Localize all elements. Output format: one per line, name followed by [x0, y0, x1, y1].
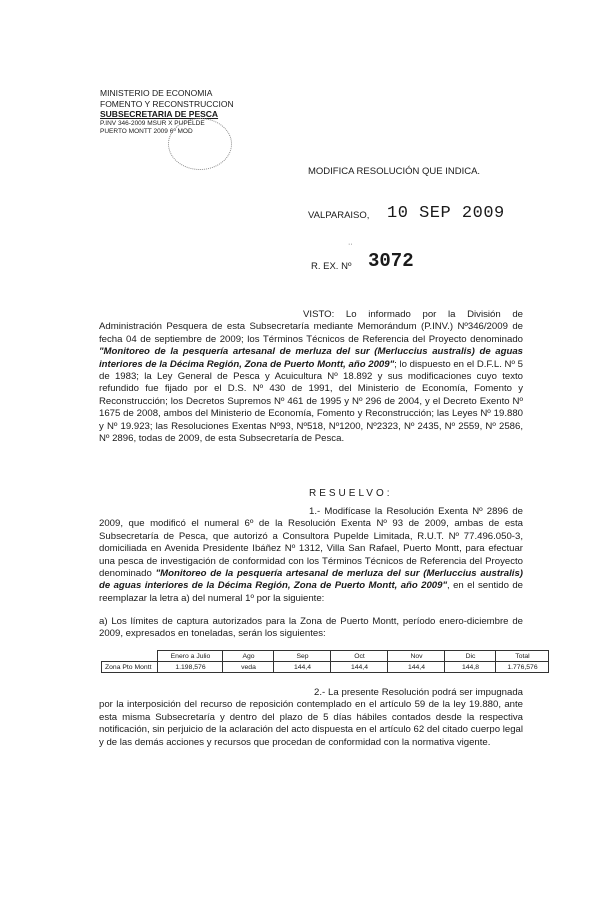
- document-subject: MODIFICA RESOLUCIÓN QUE INDICA.: [308, 166, 481, 177]
- point-1-text-2: , en el sentido de reemplazar la letra a) del numeral 1º por la siguiente:: [99, 580, 523, 604]
- header-line-location: PUERTO MONTT 2009 6º MOD: [100, 127, 193, 135]
- table-header-row: [102, 651, 549, 662]
- official-stamp: [168, 118, 232, 170]
- table-header-cell: Oct: [331, 651, 388, 662]
- visto-paragraph: [99, 309, 523, 445]
- table-cell: 1.776,576: [496, 662, 549, 673]
- place-label: VALPARAISO,: [308, 210, 370, 221]
- table-cell: veda: [223, 662, 274, 673]
- table-header-cell: Ago: [223, 651, 274, 662]
- header-line-reference: P.INV 346-2009 MSUR X PUPELDE: [100, 119, 205, 127]
- header-line-fomento: FOMENTO Y RECONSTRUCCION: [100, 98, 234, 109]
- header-line-subsecretaria: SUBSECRETARIA DE PESCA: [100, 109, 219, 119]
- table-cell: 144,8: [445, 662, 496, 673]
- table-header-cell: Sep: [274, 651, 331, 662]
- table-header-cell: Enero a Julio: [158, 651, 223, 662]
- table-cell: 144,4: [274, 662, 331, 673]
- table-cell: 144,4: [331, 662, 388, 673]
- point-a-paragraph: a) Los límites de captura autorizados para la Zona de Puerto Montt, período enero-diciembre de 2009, expresados en toneladas, serán los siguientes:: [99, 616, 523, 640]
- table-cell: 1.198,576: [158, 662, 223, 673]
- project-title: "Monitoreo de la pesquería artesanal de merluza del sur (Merluccius australis) de aguas interiores de la Décima Región, Zona de Puerto Montt, año 2009": [99, 346, 523, 370]
- table-row: [102, 662, 549, 673]
- visto-label: VISTO:: [303, 309, 335, 320]
- header-line-ministry: MINISTERIO DE ECONOMIA: [100, 88, 213, 98]
- visto-text-2: ; lo dispuesto en el D.F.L. Nº 5 de 1983; la Ley General de Pesca y Acuicultura Nº 18.892 y sus modificaciones cuyo texto refundido fue fijado por el D.S. Nº 430 de 1991, del Ministerio de Economía, Fomento y Reconstrucción; los Decretos Supremos Nº 461 de 1995 y Nº 296 de 2004, y el Decreto Exento Nº 1675 de 2008, ambos del Ministerio de Economía, Fomento y Reconstrucción; las Leyes Nº 19.880 y Nº 19.923; las Resoluciones Exentas Nº93, Nº518, Nº1200, Nº2323, Nº 2435, Nº 2559, Nº 2586, Nº 2896, todas de 2009, de esta Subsecretaría de Pesca.: [99, 358, 523, 445]
- point-2-paragraph: 2.- La presente Resolución podrá ser impugnada por la interposición del recurso de reposición contemplado en el artículo 59 de la ley 19.880, ante esta misma Subsecretaría y dentro del plazo de 5 días hábiles contados desde la respectiva notificación, sin perjuicio de la aclaración del acto dispuesta en el artículo 62 del citado cuerpo legal y de las demás acciones y recursos que procedan de conformidad con la normativa vigente.: [99, 687, 523, 748]
- point-1-paragraph: [99, 506, 523, 605]
- point-1-text-1: 1.- Modifícase la Resolución Exenta Nº 2896 de 2009, que modificó el numeral 6º de la Resolución Exenta Nº 93 de 2009, ambas de esta Subsecretaría de Pesca, que autorizó a Consultora Pupelde Limitada, R.U.T. Nº 77.496.050-3, domiciliada en Avenida Presidente Ibáñez Nº 1312, Villa San Rafael, Puerto Montt, para efectuar una pesca de investigación de conformidad con los Términos Técnicos de Referencia del Proyecto denominado: [99, 506, 523, 580]
- resuelvo-heading: RESUELVO:: [309, 488, 393, 499]
- table-header-cell: Total: [496, 651, 549, 662]
- resolution-number: 3072: [368, 250, 414, 272]
- table-zone-cell: Zona Pto Montt: [102, 662, 158, 673]
- table-cell: 144,4: [388, 662, 445, 673]
- resolution-label: R. EX. Nº: [311, 261, 352, 272]
- visto-text-1: Lo informado por la División de Administración Pesquera de esta Subsecretaría mediante Memorándum (P.INV.) Nº346/2009 de fecha 04 de septiembre de 2009; los Términos Técnicos de Referencia del Proyecto denominado: [99, 309, 523, 345]
- rex-mark: ··: [348, 241, 353, 248]
- catch-limits-table: [101, 650, 549, 673]
- table-zone-spacer: [102, 651, 158, 662]
- table-header-cell: Dic: [445, 651, 496, 662]
- point-1-project-title: "Monitoreo de la pesquería artesanal de merluza del sur (Merluccius australis) de aguas interiores de la Décima Región, Zona de Puerto Montt, año 2009": [99, 568, 523, 592]
- table-header-cell: Nov: [388, 651, 445, 662]
- date-stamp: 10 SEP 2009: [387, 204, 505, 223]
